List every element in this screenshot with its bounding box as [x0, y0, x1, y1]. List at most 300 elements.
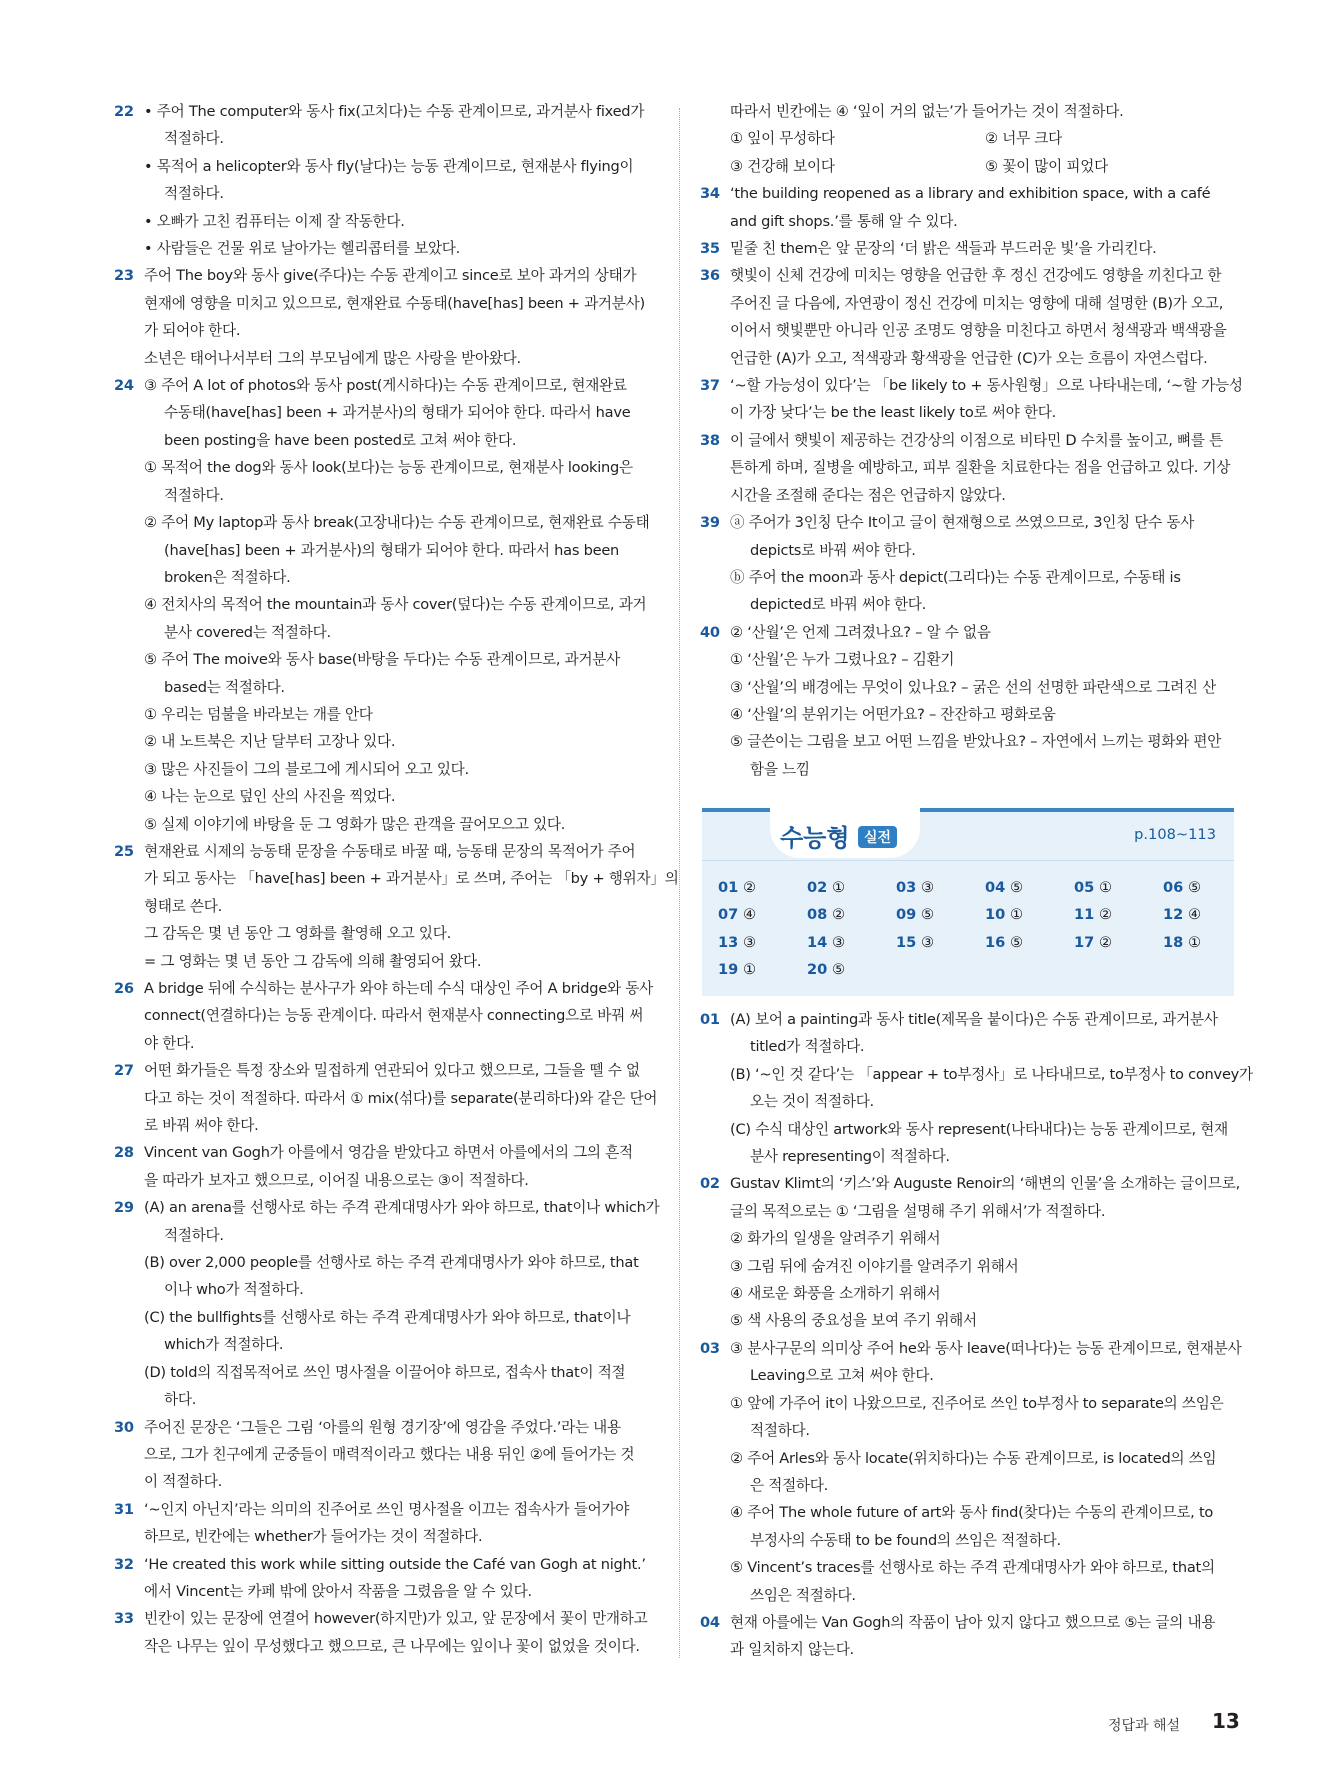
line-text: (D) told의 직접목적어로 쓰인 명사절을 이끌어야 하므로, 접속사 that이 적절	[144, 1363, 626, 1381]
text-line	[114, 125, 654, 152]
answer-choice: ⑤	[831, 961, 846, 979]
text-line	[700, 180, 1235, 207]
line-text: 글의 목적으로는 ① ‘그림을 설명해 주기 위해서’가 적절하다.	[730, 1202, 1106, 1220]
answer-item	[896, 901, 986, 928]
line-text: ④ 전치사의 목적어 the mountain과 동사 cover(덮다)는 수동 관계이므로, 과거	[144, 596, 647, 614]
line-text: ⑤ Vincent’s traces를 선행사로 하는 주격 관계대명사가 와야 하므로, that의	[730, 1559, 1215, 1577]
answer-choice: ②	[742, 879, 757, 896]
text-line	[700, 537, 1235, 564]
text-line	[114, 454, 654, 481]
line-text: 이나 who가 적절하다.	[164, 1281, 304, 1299]
answer-choice: ③	[920, 933, 935, 951]
question-number: 28	[114, 1144, 134, 1162]
answer-item	[1074, 874, 1164, 901]
answer-item	[896, 874, 986, 901]
text-line	[700, 427, 1235, 454]
line-text: 과 일치하지 않는다.	[730, 1641, 854, 1659]
question-number: 22	[114, 103, 134, 120]
line-text: ④ 새로운 화풍을 소개하기 위해서	[730, 1285, 941, 1303]
text-line	[700, 1636, 1235, 1663]
answer-choice: ①	[742, 961, 757, 979]
line-text: ⓑ 주어 the moon과 동사 depict(그리다)는 수동 관계이므로, 수동태 is	[730, 568, 1181, 586]
text-line	[700, 646, 1235, 673]
text-line	[700, 1390, 1235, 1417]
line-text: ② ‘산월’은 언제 그려졌나요? – 알 수 없음	[730, 623, 991, 641]
text-line	[700, 482, 1235, 509]
answer-number: 03	[896, 879, 917, 896]
line-text: 적절하다.	[164, 1226, 224, 1244]
line-text: 적절하다.	[750, 1422, 810, 1440]
line-text: 이 글에서 햇빛이 제공하는 건강상의 이점으로 비타민 D 수치를 높이고, 뼈를 튼	[730, 431, 1223, 449]
text-line	[700, 153, 1235, 180]
question-number: 26	[114, 980, 134, 997]
text-line	[700, 1033, 1235, 1060]
line-text: depicts로 바꿔 써야 한다.	[750, 541, 916, 559]
text-line	[700, 756, 1235, 783]
line-text: 이 적절하다.	[144, 1473, 223, 1491]
line-text: 로 바꿔 써야 한다.	[144, 1117, 259, 1135]
text-line	[700, 1417, 1235, 1444]
question-number: 02	[700, 1175, 720, 1193]
text-line	[114, 153, 654, 180]
line-text: 이어서 햇빛뿐만 아니라 인공 조명도 영향을 미친다고 하면서 청색광과 백색광을	[730, 322, 1227, 340]
line-text: (B) over 2,000 people를 선행사로 하는 주격 관계대명사가 와야 하므로, that	[144, 1254, 639, 1272]
line-text: ‘~할 가능성이 있다’는 「be likely to + 동사원형」으로 나타내는데, ‘~할 가능성	[730, 377, 1243, 395]
line-text: 주어진 글 다음에, 자연광이 정신 건강에 미치는 영향에 대해 설명한 (B)가 오고,	[730, 294, 1224, 312]
text-line	[114, 1167, 654, 1194]
text-line	[700, 235, 1235, 262]
answer-choice: ②	[831, 906, 846, 924]
column-divider	[679, 108, 680, 1658]
question-number: 37	[700, 377, 720, 395]
line-text: • 사람들은 건물 위로 날아가는 헬리콥터를 보았다.	[144, 240, 461, 258]
question-number: 33	[114, 1610, 134, 1628]
answer-number: 02	[807, 879, 828, 896]
line-text: 형태로 쓴다.	[144, 897, 223, 915]
text-line	[700, 1554, 1235, 1581]
text-line	[700, 208, 1235, 235]
line-text: ③ ‘산월’의 배경에는 무엇이 있나요? – 굵은 선의 선명한 파란색으로 그려진 산	[730, 678, 1217, 696]
answer-item	[807, 956, 897, 983]
answer-number: 07	[718, 906, 739, 924]
text-line	[700, 125, 1235, 152]
answer-item	[718, 874, 808, 901]
text-line	[114, 1414, 654, 1441]
text-line	[700, 591, 1235, 618]
line-text: 으로, 그가 친구에게 군중들이 매력적이라고 했다는 내용 뒤인 ②에 들어가는 것	[144, 1445, 635, 1463]
answer-number: 15	[896, 933, 917, 951]
line-text: 하다.	[164, 1391, 197, 1409]
text-line	[700, 1472, 1235, 1499]
question-number: 35	[700, 240, 720, 258]
answer-item	[1074, 929, 1164, 956]
line-text: ④ 나는 눈으로 덮인 산의 사진을 찍었다.	[144, 788, 396, 806]
question-number: 31	[114, 1500, 134, 1518]
text-line	[114, 756, 654, 783]
text-line	[114, 98, 654, 125]
line-text: 가 되고 동사는 「have[has] been + 과거분사」로 쓰며, 주어는 「by + 행위자」의	[144, 870, 679, 888]
answer-choice: ①	[1098, 879, 1113, 896]
text-line	[114, 399, 654, 426]
question-number: 38	[700, 431, 720, 449]
text-line	[114, 701, 654, 728]
line-text: 오는 것이 적절하다.	[750, 1093, 874, 1111]
text-line	[114, 1578, 654, 1605]
text-line	[114, 235, 654, 262]
answer-choice: ①	[1009, 906, 1024, 924]
text-line	[114, 1030, 654, 1057]
line-text: 언급한 (A)가 오고, 적색광과 황색광을 언급한 (C)가 오는 흐름이 자연스럽다.	[730, 349, 1208, 367]
text-line	[114, 482, 654, 509]
text-line	[700, 1198, 1235, 1225]
answer-choice: ③	[920, 879, 935, 896]
line-text: (A) an arena를 선행사로 하는 주격 관계대명사가 와야 하므로, that이나 which가	[144, 1199, 660, 1217]
text-line	[114, 1551, 654, 1578]
line-text: depicted로 바꿔 써야 한다.	[750, 596, 927, 614]
answer-number: 14	[807, 933, 828, 951]
text-line	[700, 98, 1235, 125]
line-text: • 주어 The computer와 동사 fix(고치다)는 수동 관계이므로, 과거분사 fixed가	[144, 103, 645, 120]
text-line	[114, 180, 654, 207]
line-text: ② 주어 Arles와 동사 locate(위치하다)는 수동 관계이므로, is located의 쓰임	[730, 1449, 1217, 1467]
page-number: 13	[1212, 1709, 1240, 1733]
line-text: 수동태(have[has] been + 과거분사)의 형태가 되어야 한다. 따라서 have	[164, 404, 631, 422]
answer-item	[807, 901, 897, 928]
line-text: ③ 많은 사진들이 그의 블로그에 게시되어 오고 있다.	[144, 760, 469, 778]
question-number: 01	[700, 1011, 720, 1028]
text-line	[700, 1499, 1235, 1526]
line-text: 함을 느낌	[750, 760, 810, 778]
line-text: which가 적절하다.	[164, 1336, 284, 1354]
line-text: Vincent van Gogh가 아를에서 영감을 받았다고 하면서 아를에서의 그의 흔적	[144, 1144, 633, 1162]
text-line	[114, 1496, 654, 1523]
answer-number: 05	[1074, 879, 1095, 896]
line-text: • 오빠가 고친 컴퓨터는 이제 잘 작동한다.	[144, 212, 405, 230]
line-text: A bridge 뒤에 수식하는 분사구가 와야 하는데 수식 대상인 주어 A bridge와 동사	[144, 980, 653, 997]
question-number: 23	[114, 267, 134, 285]
text-line	[114, 1468, 654, 1495]
text-line	[114, 1359, 654, 1386]
text-line	[700, 674, 1235, 701]
text-line	[700, 317, 1235, 344]
line-text: 을 따라가 보자고 했으므로, 이어질 내용으로는 ③이 적절하다.	[144, 1171, 529, 1189]
text-line	[114, 317, 654, 344]
line-text: ③ 주어 A lot of photos와 동사 post(게시하다)는 수동 관계이므로, 현재완료	[144, 377, 627, 395]
line-text: ③ 분사구문의 의미상 주어 he와 동사 leave(떠나다)는 능동 관계이므로, 현재분사	[730, 1339, 1242, 1357]
question-number: 40	[700, 623, 720, 641]
line-text: ‘He created this work while sitting outside the Café van Gogh at night.’	[144, 1555, 646, 1573]
text-line	[700, 1609, 1235, 1636]
line-text: 튼하게 하며, 질병을 예방하고, 피부 질환을 치료한다는 점을 언급하고 있다. 기상	[730, 459, 1231, 477]
line-text: ① ‘산월’은 누가 그렸나요? – 김환기	[730, 651, 955, 669]
line-text: (C) 수식 대상인 artwork와 동사 represent(나타내다)는 능동 관계이므로, 현재	[730, 1120, 1228, 1138]
text-line	[114, 509, 654, 536]
text-line	[114, 1304, 654, 1331]
text-line	[700, 1006, 1235, 1033]
text-line	[114, 427, 654, 454]
text-line	[700, 1527, 1235, 1554]
line-text: ⓐ 주어가 3인칭 단수 It이고 글이 현재형으로 쓰였으므로, 3인칭 단수 동사	[730, 514, 1195, 532]
line-text: been posting을 have been posted로 고쳐 써야 한다.	[164, 431, 517, 449]
text-line	[114, 865, 679, 892]
question-number: 29	[114, 1199, 134, 1217]
text-line	[700, 728, 1235, 755]
line-text: 분사 representing이 적절하다.	[750, 1148, 950, 1166]
text-line	[700, 454, 1235, 481]
text-line	[700, 509, 1235, 536]
answer-choice: ④	[1187, 906, 1202, 924]
choice-text: ⑤ 꽃이 많이 피었다	[985, 157, 1108, 175]
text-line	[700, 1445, 1235, 1472]
text-line	[700, 1280, 1235, 1307]
right-column	[700, 98, 1243, 783]
answer-number: 18	[1163, 933, 1184, 951]
line-text: Gustav Klimt의 ‘키스’와 Auguste Renoir의 ‘해변의 인물’을 소개하는 글이므로,	[730, 1175, 1240, 1193]
answer-box-title: 수능형	[780, 824, 850, 852]
line-text: 은 적절하다.	[750, 1476, 829, 1494]
line-text: ② 내 노트북은 지난 달부터 고장나 있다.	[144, 733, 396, 751]
line-text: ④ ‘산월’의 분위기는 어떤가요? – 잔잔하고 평화로움	[730, 705, 1056, 723]
answer-number: 06	[1163, 879, 1184, 896]
answer-choice: ②	[1098, 933, 1113, 951]
answer-item	[1163, 874, 1253, 901]
answer-choice: ⑤	[1187, 879, 1202, 896]
line-text: ④ 주어 The whole future of art와 동사 find(찾다)는 수동의 관계이므로, to	[730, 1504, 1214, 1522]
answer-item	[985, 929, 1075, 956]
answer-number: 11	[1074, 906, 1095, 924]
text-line	[114, 1276, 654, 1303]
question-number: 36	[700, 267, 720, 285]
answer-choice: ⑤	[1009, 933, 1024, 951]
text-line	[700, 701, 1235, 728]
line-text: Leaving으로 고쳐 써야 한다.	[750, 1367, 934, 1385]
answer-choice: ③	[742, 933, 757, 951]
text-line	[114, 646, 654, 673]
answer-box-pages: p.108~113	[1134, 826, 1216, 843]
line-text: • 목적어 a helicopter와 동사 fly(날다)는 능동 관계이므로, 현재분사 flying이	[144, 157, 634, 175]
text-line	[700, 1582, 1235, 1609]
answer-item	[718, 956, 808, 983]
question-number: 04	[700, 1613, 720, 1631]
text-line	[114, 674, 654, 701]
question-number: 25	[114, 842, 134, 860]
text-line	[114, 208, 654, 235]
line-text: 분사 covered는 적절하다.	[164, 623, 331, 641]
line-text: (have[has] been + 과거분사)의 형태가 되어야 한다. 따라서 has been	[164, 541, 620, 559]
text-line	[700, 1335, 1242, 1362]
answer-number: 12	[1163, 906, 1184, 924]
text-line	[700, 345, 1235, 372]
line-text: 따라서 빈칸에는 ④ ‘잎이 거의 없는’가 들어가는 것이 적절하다.	[730, 103, 1124, 120]
text-line	[114, 564, 654, 591]
footer-label: 정답과 해설	[1108, 1718, 1181, 1734]
line-text: 적절하다.	[164, 185, 224, 203]
answer-number: 20	[807, 961, 828, 979]
text-line	[114, 838, 654, 865]
text-line	[114, 893, 654, 920]
line-text: ② 주어 My laptop과 동사 break(고장내다)는 수동 관계이므로, 현재완료 수동태	[144, 514, 650, 532]
answer-item	[807, 929, 897, 956]
text-line	[700, 1116, 1235, 1143]
text-line	[114, 975, 654, 1002]
line-text: ‘the building reopened as a library and exhibition space, with a café	[730, 185, 1211, 203]
answer-choice: ⑤	[1009, 879, 1024, 896]
line-text: ③ 그림 뒤에 숨겨진 이야기를 알려주기 위해서	[730, 1257, 1019, 1275]
line-text: 그 감독은 몇 년 동안 그 영화를 촬영해 오고 있다.	[144, 925, 451, 943]
answer-number: 10	[985, 906, 1006, 924]
line-text: 하므로, 빈칸에는 whether가 들어가는 것이 적절하다.	[144, 1528, 483, 1546]
text-line	[114, 783, 654, 810]
text-line	[114, 1386, 654, 1413]
answer-choice: ⑤	[920, 906, 935, 924]
answer-number: 04	[985, 879, 1006, 896]
text-line	[114, 537, 654, 564]
line-text: 주어 The boy와 동사 give(주다)는 수동 관계이고 since로 보아 과거의 상태가	[144, 267, 637, 285]
text-line	[114, 262, 654, 289]
answer-item	[1163, 901, 1253, 928]
text-line	[114, 1441, 654, 1468]
line-text: ⑤ 색 사용의 중요성을 보여 주기 위해서	[730, 1312, 977, 1330]
answer-box	[702, 808, 1234, 996]
line-text: 현재 아를에는 Van Gogh의 작품이 남아 있지 않다고 했으므로 ⑤는 글의 내용	[730, 1613, 1216, 1631]
line-text: 햇빛이 신체 건강에 미치는 영향을 언급한 후 정신 건강에도 영향을 끼친다고 한	[730, 267, 1222, 285]
line-text: ① 목적어 the dog와 동사 look(보다)는 능동 관계이므로, 현재분사 looking은	[144, 459, 633, 477]
line-text: 이 가장 낮다’는 be the least likely to로 써야 한다.	[730, 404, 1056, 422]
line-text: 가 되어야 한다.	[144, 322, 241, 340]
answer-box-header	[702, 812, 1234, 861]
line-text: titled가 적절하다.	[750, 1038, 865, 1056]
line-text: ① 앞에 가주어 it이 나왔으므로, 진주어로 쓰인 to부정사 to separate의 쓰임은	[730, 1394, 1224, 1412]
line-text: broken은 적절하다.	[164, 568, 291, 586]
answer-item	[718, 929, 808, 956]
line-text: 빈칸이 있는 문장에 연결어 however(하지만)가 있고, 앞 문장에서 꽃이 만개하고	[144, 1610, 648, 1628]
choice-text: ② 너무 크다	[985, 130, 1063, 148]
line-text: (C) the bullfights를 선행사로 하는 주격 관계대명사가 와야 하므로, that이나	[144, 1308, 631, 1326]
right-column-lower	[700, 1006, 1253, 1664]
text-line	[700, 1225, 1235, 1252]
text-line	[700, 1088, 1235, 1115]
text-line	[114, 1523, 654, 1550]
question-number: 32	[114, 1555, 134, 1573]
line-text: based는 적절하다.	[164, 678, 285, 696]
left-column	[114, 98, 679, 1660]
text-line	[700, 1362, 1235, 1389]
line-text: 현재에 영향을 미치고 있으므로, 현재완료 수동태(have[has] been + 과거분사)	[144, 294, 645, 312]
line-text: 현재완료 시제의 능동태 문장을 수동태로 바꿀 때, 능동태 문장의 목적어가 주어	[144, 842, 636, 860]
text-line	[700, 1061, 1253, 1088]
text-line	[114, 1112, 654, 1139]
answer-number: 16	[985, 933, 1006, 951]
text-line	[114, 591, 654, 618]
answer-number: 09	[896, 906, 917, 924]
line-text: 에서 Vincent는 카페 밖에 앉아서 작품을 그렸음을 알 수 있다.	[144, 1582, 532, 1600]
line-text: 작은 나무는 잎이 무성했다고 했으므로, 큰 나무에는 잎이나 꽃이 없었을 것이다.	[144, 1637, 640, 1655]
answer-choice: ④	[742, 906, 757, 924]
text-line	[114, 920, 654, 947]
text-line	[700, 262, 1235, 289]
text-line	[114, 1002, 654, 1029]
text-line	[114, 728, 654, 755]
answer-item	[1074, 901, 1164, 928]
line-text: ② 화가의 일생을 알려주기 위해서	[730, 1230, 941, 1248]
line-text: ‘~인지 아닌지’라는 의미의 진주어로 쓰인 명사절을 이끄는 접속사가 들어가야	[144, 1500, 630, 1518]
answer-choice: ②	[1098, 906, 1113, 924]
text-line	[114, 1605, 654, 1632]
question-number: 27	[114, 1062, 134, 1080]
choice-text: ① 잎이 무성하다	[730, 130, 835, 148]
text-line	[114, 1331, 654, 1358]
question-number: 24	[114, 377, 134, 395]
text-line	[114, 1249, 654, 1276]
text-line	[114, 948, 654, 975]
line-text: 다고 하는 것이 적절하다. 따라서 ① mix(섞다)를 separate(분리하다)와 같은 단어	[144, 1089, 658, 1107]
question-number: 03	[700, 1339, 720, 1357]
text-line	[114, 1194, 660, 1221]
text-line	[114, 1085, 658, 1112]
answer-box-badge: 실전	[858, 826, 897, 848]
text-line	[114, 1633, 654, 1660]
line-text: ⑤ 주어 The moive와 동사 base(바탕을 두다)는 수동 관계이므로, 과거분사	[144, 651, 621, 669]
line-text: 시간을 조절해 준다는 점은 언급하지 않았다.	[730, 486, 1006, 504]
answer-number: 17	[1074, 933, 1095, 951]
text-line	[114, 372, 654, 399]
text-line	[700, 1143, 1235, 1170]
answer-choice: ①	[831, 879, 846, 896]
choice-text: ③ 건강해 보이다	[730, 157, 835, 175]
question-number: 30	[114, 1418, 134, 1436]
text-line	[114, 1139, 654, 1166]
answer-number: 13	[718, 933, 739, 951]
answer-item	[1163, 929, 1253, 956]
text-line	[700, 619, 1235, 646]
answer-item	[718, 901, 808, 928]
line-text: = 그 영화는 몇 년 동안 그 감독에 의해 촬영되어 왔다.	[144, 952, 482, 970]
text-line	[700, 290, 1235, 317]
line-text: 적절하다.	[164, 486, 224, 504]
line-text: 어떤 화가들은 특정 장소와 밀접하게 연관되어 있다고 했으므로, 그들을 뗄 수 없	[144, 1062, 640, 1080]
answer-item	[985, 874, 1075, 901]
text-line	[114, 345, 654, 372]
answer-number: 19	[718, 961, 739, 979]
line-text: 쓰임은 적절하다.	[750, 1586, 856, 1604]
text-line	[114, 619, 654, 646]
line-text: 소년은 태어나서부터 그의 부모님에게 많은 사랑을 받아왔다.	[144, 349, 521, 367]
answer-item	[896, 929, 986, 956]
text-line	[114, 1057, 654, 1084]
text-line	[700, 372, 1243, 399]
text-line	[700, 1307, 1235, 1334]
line-text: 밑줄 친 them은 앞 문장의 ‘더 밝은 색들과 부드러운 빛’을 가리킨다.	[730, 240, 1157, 258]
line-text: 부정사의 수동태 to be found의 쓰임은 적절하다.	[750, 1531, 1061, 1549]
text-line	[114, 290, 654, 317]
answer-item	[985, 901, 1075, 928]
text-line	[700, 564, 1235, 591]
answer-choice: ③	[831, 933, 846, 951]
line-text: ⑤ 실제 이야기에 바탕을 둔 그 영화가 많은 관객을 끌어모으고 있다.	[144, 815, 566, 833]
answer-number: 01	[718, 879, 739, 896]
line-text: and gift shops.’를 통해 알 수 있다.	[730, 212, 958, 230]
line-text: 야 한다.	[144, 1034, 195, 1052]
answer-number: 08	[807, 906, 828, 924]
answer-item	[807, 874, 897, 901]
line-text: connect(연결하다)는 능동 관계이다. 따라서 현재분사 connecting으로 바꿔 써	[144, 1007, 644, 1025]
text-line	[114, 811, 654, 838]
question-number: 34	[700, 185, 720, 203]
line-text: (A) 보어 a painting과 동사 title(제목을 붙이다)은 수동 관계이므로, 과거분사	[730, 1011, 1218, 1028]
line-text: ⑤ 글쓴이는 그림을 보고 어떤 느낌을 받았나요? – 자연에서 느끼는 평화와 편안	[730, 733, 1222, 751]
text-line	[114, 1222, 654, 1249]
answer-choice: ①	[1187, 933, 1202, 951]
